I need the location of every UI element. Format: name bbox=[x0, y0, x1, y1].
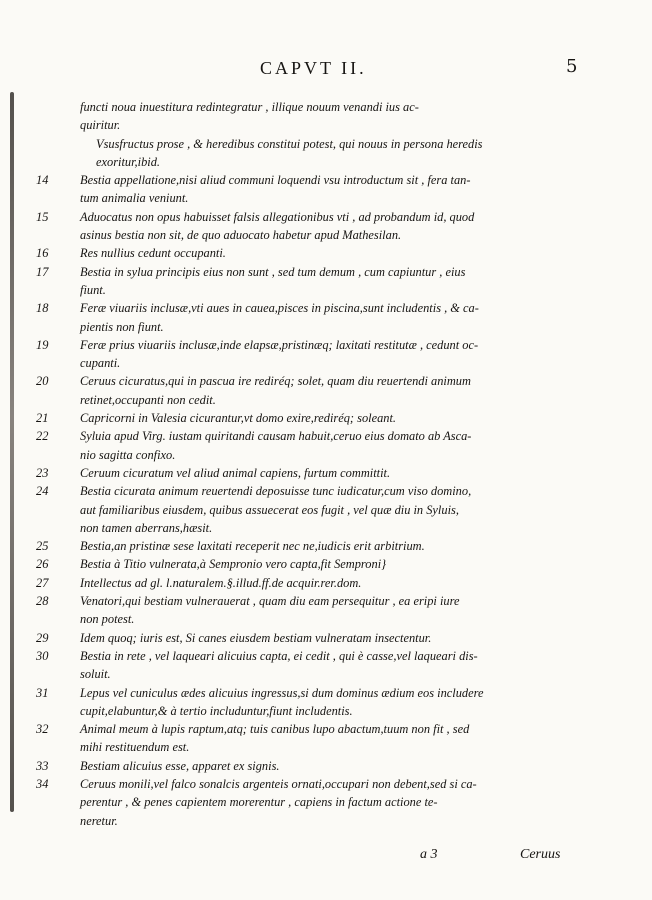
entry-number: 18 bbox=[36, 301, 49, 316]
entry-line: soluit. bbox=[80, 667, 111, 682]
entry-number: 27 bbox=[36, 575, 49, 590]
summary-entry bbox=[36, 171, 590, 208]
summary-entry bbox=[36, 482, 590, 537]
entry-line: Venatori,qui bestiam vulnerauerat , quam diu eam persequitur , ea eripi iure bbox=[80, 594, 460, 609]
entry-line: pientis non fiunt. bbox=[80, 319, 164, 334]
summary-entry bbox=[80, 98, 590, 135]
signature-mark: a 3 bbox=[420, 847, 438, 862]
entry-number: 14 bbox=[36, 173, 49, 188]
entry-line: Animal meum à lupis raptum,atq; tuis canibus lupo abactum,tuum non fit , sed bbox=[80, 722, 470, 737]
summary-entry bbox=[36, 647, 590, 684]
entry-line: fiunt. bbox=[80, 282, 106, 297]
entry-line: Idem quoq; iuris est, Si canes eiusdem bestiam vulneratam insectentur. bbox=[80, 630, 432, 645]
entry-line: Intellectus ad gl. l.naturalem.§.illud.ff.de acquir.rer.dom. bbox=[80, 575, 362, 590]
entry-number: 21 bbox=[36, 411, 49, 426]
entry-line: Ceruum cicuratum vel aliud animal capiens, furtum committit. bbox=[80, 465, 391, 480]
entry-line: non tamen aberrans,hæsit. bbox=[80, 520, 213, 535]
summary-entry bbox=[36, 720, 590, 757]
entry-line: Feræ prius viuariis inclusæ,inde elapsæ,pristinæq; laxitati restitutæ , cedunt oc- bbox=[80, 337, 479, 352]
entry-line: Bestia,an pristinæ sese laxitati receperit nec ne,iudicis erit arbitrium. bbox=[80, 539, 425, 554]
entry-number: 33 bbox=[36, 758, 49, 773]
entry-line: Bestia in sylua principis eius non sunt , sed tum demum , cum capiuntur , eius bbox=[80, 264, 466, 279]
entry-line: Aduocatus non opus habuisset falsis allegationibus vti , ad probandum id, quod bbox=[80, 209, 475, 224]
page-number: 5 bbox=[566, 56, 578, 77]
summary-entry bbox=[36, 409, 590, 427]
catchword: Ceruus bbox=[520, 847, 561, 862]
entry-number: 25 bbox=[36, 539, 49, 554]
entry-line: mihi restituendum est. bbox=[80, 740, 190, 755]
entry-line: asinus bestia non sit, de quo aduocato habetur apud Mathesilan. bbox=[80, 228, 402, 243]
entry-number: 20 bbox=[36, 374, 49, 389]
entry-number: 28 bbox=[36, 594, 49, 609]
entry-line: functi noua inuestitura redintegratur , illique nouum venandi ius ac- bbox=[80, 100, 419, 114]
entry-line: quiritur. bbox=[80, 118, 121, 133]
summary-entry bbox=[36, 372, 590, 409]
summary-entry bbox=[36, 464, 590, 482]
entry-line: non potest. bbox=[80, 612, 135, 627]
entry-line: Lepus vel cuniculus ædes alicuius ingressus,si dum dominus ædium eos includere bbox=[80, 685, 484, 700]
entry-line: tum animalia veniunt. bbox=[80, 191, 189, 206]
summary-entry bbox=[36, 592, 590, 629]
entry-line: neretur. bbox=[80, 813, 118, 828]
chapter-title: CAPVT II. bbox=[260, 58, 367, 78]
summary-entry bbox=[36, 208, 590, 245]
entry-line: aut familiaribus eiusdem, quibus assuecerat eos fugit , vel quæ diu in Syluis, bbox=[80, 502, 459, 517]
entry-line: cupanti. bbox=[80, 356, 121, 371]
summary-entry bbox=[36, 263, 590, 300]
summary-entry bbox=[36, 299, 590, 336]
entry-line: retinet,occupanti non cedit. bbox=[80, 392, 216, 407]
summary-entry bbox=[36, 555, 590, 573]
entry-number: 30 bbox=[36, 648, 49, 663]
entry-line: Vsusfructus prose , & heredibus constitui potest, qui nouus in persona heredis bbox=[96, 136, 483, 151]
entry-number: 32 bbox=[36, 722, 49, 737]
running-header bbox=[0, 50, 652, 80]
binding-edge-shadow bbox=[10, 92, 14, 812]
entry-line: cupit,elabuntur,& à tertio includuntur,fiunt includentis. bbox=[80, 703, 353, 718]
summary-list bbox=[36, 98, 590, 830]
entry-number: 15 bbox=[36, 209, 49, 224]
entry-number: 23 bbox=[36, 465, 49, 480]
entry-line: Bestia in rete , vel laqueari alicuius capta, ei cedit , qui è casse,vel laqueari dis- bbox=[80, 648, 478, 663]
entry-line: Bestia appellatione,nisi aliud communi loquendi vsu introductum sit , fera tan- bbox=[80, 173, 471, 188]
entry-line: Ceruus cicuratus,qui in pascua ire rediréq; solet, quam diu reuertendi animum bbox=[80, 374, 471, 389]
summary-entry bbox=[36, 775, 590, 830]
entry-number: 31 bbox=[36, 685, 49, 700]
entry-line: Bestiam alicuius esse, apparet ex signis. bbox=[80, 758, 280, 773]
entry-line: Res nullius cedunt occupanti. bbox=[80, 246, 226, 261]
summary-entry bbox=[36, 757, 590, 775]
summary-entry bbox=[36, 537, 590, 555]
summary-entry bbox=[36, 244, 590, 262]
entry-line: Bestia cicurata animum reuertendi deposuisse tunc iudicatur,cum viso domino, bbox=[80, 484, 472, 499]
entry-number: 26 bbox=[36, 557, 49, 572]
entry-line: exoritur,ibid. bbox=[96, 154, 161, 169]
entry-line: Feræ viuariis inclusæ,vti aues in cauea,pisces in piscina,sunt includentis , & ca- bbox=[80, 301, 479, 316]
page-footer bbox=[0, 847, 652, 871]
entry-number: 22 bbox=[36, 429, 49, 444]
entry-number: 24 bbox=[36, 484, 49, 499]
summary-entry bbox=[36, 629, 590, 647]
summary-entry bbox=[36, 427, 590, 464]
entry-number: 16 bbox=[36, 246, 49, 261]
entry-line: Bestia à Titio vulnerata,à Sempronio vero capta,fit Semproni} bbox=[80, 557, 387, 572]
summary-entry bbox=[36, 336, 590, 373]
entry-number: 29 bbox=[36, 630, 49, 645]
entry-number: 17 bbox=[36, 264, 49, 279]
entry-line: nio sagitta confixo. bbox=[80, 447, 176, 462]
entry-number: 19 bbox=[36, 337, 49, 352]
entry-line: Capricorni in Valesia cicurantur,vt domo exire,rediréq; soleant. bbox=[80, 411, 397, 426]
summary-entry bbox=[36, 574, 590, 592]
summary-entry bbox=[80, 135, 590, 172]
entry-number: 34 bbox=[36, 776, 49, 791]
summary-entry bbox=[36, 684, 590, 721]
entry-line: Syluia apud Virg. iustam quiritandi causam habuit,ceruo eius domato ab Asca- bbox=[80, 429, 472, 444]
entry-line: perentur , & penes capientem morerentur , capiens in factum actione te- bbox=[80, 795, 438, 810]
entry-line: Ceruus monili,vel falco sonalcis argenteis ornati,occupari non debent,sed si ca- bbox=[80, 776, 477, 791]
